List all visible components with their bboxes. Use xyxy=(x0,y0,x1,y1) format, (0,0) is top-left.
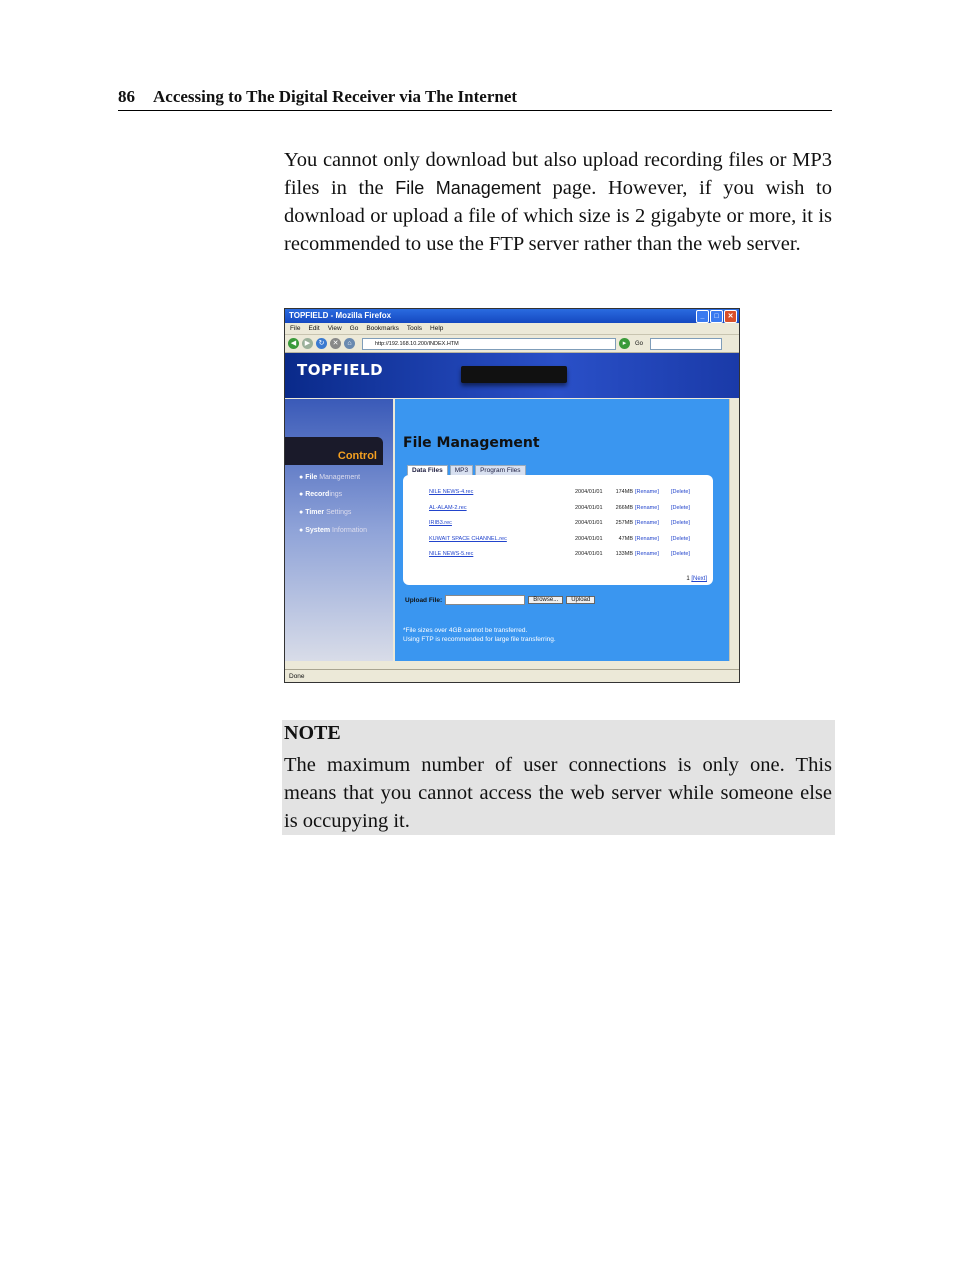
browser-screenshot xyxy=(284,308,740,683)
intro-text-2: page. However, if you wish to download or upload a file of which size is 2 gigabyte or more, it is recommended to use the FTP server rather than the web server. xyxy=(284,177,832,255)
file-size: 174MB xyxy=(615,489,633,495)
address-bar[interactable]: http://192.168.10.200/INDEX.HTM xyxy=(362,338,616,350)
maximize-icon[interactable]: □ xyxy=(710,310,723,323)
upload-notes xyxy=(403,626,556,644)
page-title: File Management xyxy=(403,435,540,451)
note-line: Using FTP is recommended for large file transferring. xyxy=(403,636,556,643)
page-number: 86 xyxy=(118,87,135,106)
reload-icon[interactable]: ↻ xyxy=(316,338,327,349)
site-sidebar xyxy=(285,399,393,661)
go-icon[interactable]: ▸ xyxy=(619,338,630,349)
note-box xyxy=(282,720,835,835)
upload-file-input[interactable] xyxy=(445,595,525,605)
status-bar xyxy=(285,669,739,682)
nav-recordings[interactable]: ● Recordings xyxy=(299,491,343,498)
back-icon[interactable]: ◀ xyxy=(288,338,299,349)
home-icon[interactable]: ⌂ xyxy=(344,338,355,349)
file-link[interactable]: NILE NEWS-5.rec xyxy=(429,551,474,557)
site-banner xyxy=(285,353,739,398)
file-size: 133MB xyxy=(615,551,633,557)
tab-data-files[interactable]: Data Files xyxy=(407,465,448,476)
search-input[interactable] xyxy=(650,338,722,350)
menu-edit[interactable]: Edit xyxy=(308,325,320,332)
main-content xyxy=(395,399,729,661)
control-header xyxy=(285,437,383,465)
browse-button[interactable]: Browse... xyxy=(528,596,563,604)
note-title: NOTE xyxy=(284,722,341,744)
tab-mp3[interactable]: MP3 xyxy=(450,465,473,476)
file-link[interactable]: AL-ALAM-2.rec xyxy=(429,505,467,511)
menu-tools[interactable]: Tools xyxy=(406,325,423,332)
delete-link[interactable]: [Delete] xyxy=(671,520,690,526)
rename-link[interactable]: [Rename] xyxy=(635,536,659,542)
nav-system-information[interactable]: ● System Information xyxy=(299,527,368,534)
window-title: TOPFIELD - Mozilla Firefox xyxy=(289,311,392,320)
close-icon[interactable]: ✕ xyxy=(724,310,737,323)
upload-row xyxy=(405,595,595,605)
upload-button[interactable]: Upload xyxy=(566,596,595,604)
menu-file[interactable]: File xyxy=(290,325,301,332)
file-size: 47MB xyxy=(618,536,633,542)
file-size: 266MB xyxy=(615,505,633,511)
rename-link[interactable]: [Rename] xyxy=(635,489,659,495)
nav-timer-settings[interactable]: ● Timer Settings xyxy=(299,509,352,516)
note-body: The maximum number of user connections is only one. This means that you cannot access the web server while someone else is occupying it. xyxy=(284,754,832,832)
topfield-logo: TOPFIELD xyxy=(297,361,384,379)
pagination xyxy=(686,576,707,582)
file-date: 2004/01/01 xyxy=(575,551,603,557)
rename-link[interactable]: [Rename] xyxy=(635,551,659,557)
menu-view[interactable]: View xyxy=(327,325,342,332)
receiver-image xyxy=(461,366,567,383)
note-line: *File sizes over 4GB cannot be transferred. xyxy=(403,627,528,634)
file-date: 2004/01/01 xyxy=(575,520,603,526)
navigation-toolbar xyxy=(285,335,739,353)
file-date: 2004/01/01 xyxy=(575,536,603,542)
tab-program-files[interactable]: Program Files xyxy=(475,465,525,476)
go-button[interactable]: Go xyxy=(635,340,644,347)
file-date: 2004/01/01 xyxy=(575,505,603,511)
nav-file-management[interactable]: ● File Management xyxy=(299,474,361,481)
menu-go[interactable]: Go xyxy=(349,325,359,332)
file-list-panel xyxy=(403,475,713,585)
window-titlebar xyxy=(285,309,739,323)
rename-link[interactable]: [Rename] xyxy=(635,520,659,526)
file-row xyxy=(429,551,699,559)
upload-label: Upload File: xyxy=(405,596,443,604)
forward-icon[interactable]: ▶ xyxy=(302,338,313,349)
next-link[interactable]: [Next] xyxy=(691,576,707,582)
chapter-title: Accessing to The Digital Receiver via The Internet xyxy=(153,87,518,106)
delete-link[interactable]: [Delete] xyxy=(671,551,690,557)
file-row xyxy=(429,505,699,513)
control-label: Control xyxy=(337,450,377,462)
vertical-scrollbar[interactable] xyxy=(729,399,739,661)
menu-help[interactable]: Help xyxy=(430,325,444,332)
delete-link[interactable]: [Delete] xyxy=(671,505,690,511)
delete-link[interactable]: [Delete] xyxy=(671,536,690,542)
status-text: Done xyxy=(289,673,305,680)
delete-link[interactable]: [Delete] xyxy=(671,489,690,495)
file-row xyxy=(429,520,699,528)
file-row xyxy=(429,489,699,497)
running-header xyxy=(118,86,832,111)
intro-paragraph xyxy=(284,146,832,258)
file-link[interactable]: KUWAIT SPACE CHANNEL.rec xyxy=(429,536,507,542)
menu-bookmarks[interactable]: Bookmarks xyxy=(366,325,399,332)
file-link[interactable]: IRIB3.rec xyxy=(429,520,452,526)
intro-text-1: You cannot only download but also upload recording files or MP3 files in the xyxy=(284,149,832,199)
file-link[interactable]: NILE NEWS-4.rec xyxy=(429,489,474,495)
rename-link[interactable]: [Rename] xyxy=(635,505,659,511)
intro-highlight: File Management xyxy=(395,178,541,198)
file-size: 257MB xyxy=(615,520,633,526)
stop-icon[interactable]: ✕ xyxy=(330,338,341,349)
file-date: 2004/01/01 xyxy=(575,489,603,495)
menu-bar xyxy=(285,323,739,335)
file-row xyxy=(429,536,699,544)
minimize-icon[interactable]: _ xyxy=(696,310,709,323)
page-number-current: 1 xyxy=(686,576,690,582)
